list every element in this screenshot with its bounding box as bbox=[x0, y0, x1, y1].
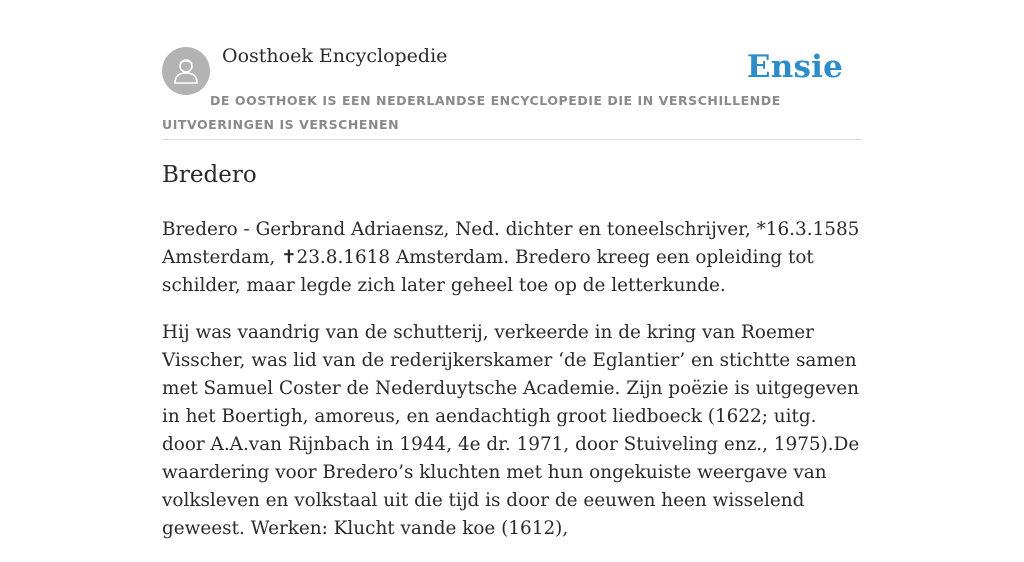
article-paragraph: Hij was vaandrig van de schutterij, verkeerde in de kring van Roemer Visscher, was lid van de rederijkerskamer ‘de Eglantier’ en stichtte samen met Samuel Coster de Nederduytsche Academie. Zijn poëzie is uitgegeven in het Boertigh, amoreus, en aendachtigh groot liedboeck (1622; uitg. door A.A.van Rijnbach in 1944, 4e dr. 1971, door Stuiveling enz., 1975).De waardering voor Bredero’s kluchten met hun ongekuiste weergave van volksleven en volkstaal uit die tijd is door de eeuwen heen wisselend geweest. Werken: Klucht vande koe (1612), bbox=[162, 322, 860, 539]
article-title: Bredero bbox=[162, 162, 257, 188]
avatar[interactable] bbox=[162, 47, 210, 95]
brand-logo[interactable]: Ensie bbox=[746, 49, 843, 85]
user-icon bbox=[171, 56, 201, 86]
header-divider bbox=[162, 139, 862, 140]
source-tagline: DE OOSTHOEK IS EEN NEDERLANDSE ENCYCLOPEDIE DIE IN VERSCHILLENDE UITVOERINGEN IS VERSCHENEN bbox=[162, 93, 781, 132]
article-paragraph: Bredero - Gerbrand Adriaensz, Ned. dichter en toneelschrijver, *16.3.1585 Amsterdam, ✝23.8.1618 Amsterdam. Bredero kreeg een opleiding tot schilder, maar legde zich later geheel toe op de letterkunde. bbox=[162, 219, 860, 296]
source-name-link[interactable]: Oosthoek Encyclopedie bbox=[222, 45, 448, 67]
page bbox=[162, 0, 862, 539]
article-body bbox=[162, 216, 862, 562]
